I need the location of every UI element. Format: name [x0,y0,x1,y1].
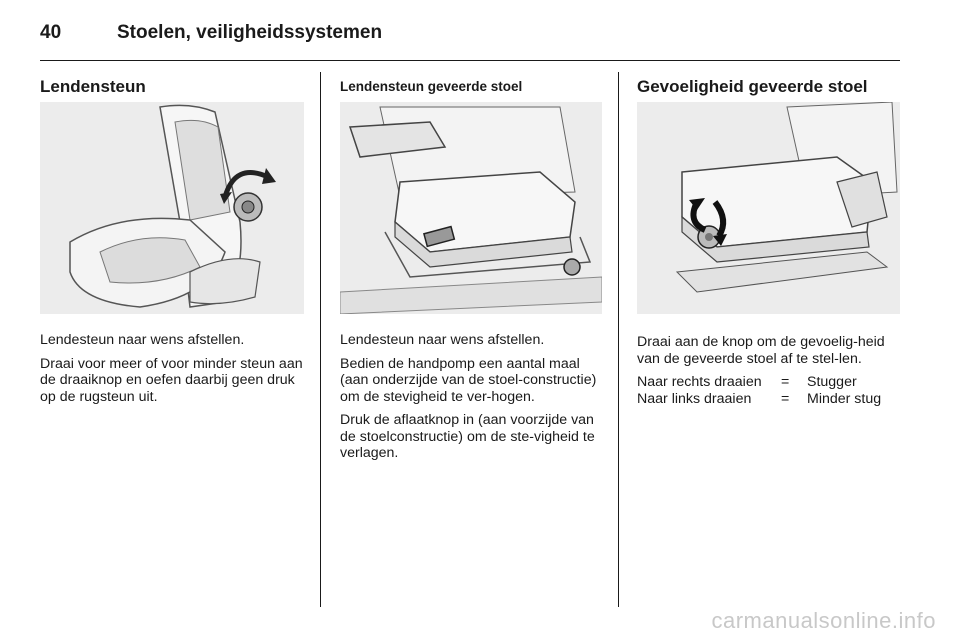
paragraph: Lendesteun naar wens afstellen. [340,332,545,348]
column-sensitivity [637,72,901,407]
section-heading-sensitivity: Gevoeligheid geveerde stoel [637,77,868,96]
watermark: carmanualsonline.info [711,608,936,633]
suspended-seat-pump-illustration [340,102,602,314]
page-number: 40 [40,22,62,43]
column-divider-1 [320,72,321,607]
column-divider-2 [618,72,619,607]
table-cell-result: Minder stug [807,390,882,407]
section-heading-lumbar-suspended: Lendensteun geveerde stoel [340,79,523,94]
column-lumbar-suspended [340,72,602,469]
table-cell-action: Naar rechts draaien [637,374,762,390]
paragraph: Draai aan de knop om de gevoelig-heid van de geveerde stoel af te stel-len. [637,334,885,367]
table-cell-action: Naar links draaien [637,390,752,407]
column-lumbar [40,72,304,412]
sensitivity-table [637,374,901,407]
paragraph: Lendesteun naar wens afstellen. [40,332,245,348]
table-cell-result: Stugger [807,374,857,390]
table-row [637,374,901,391]
table-row [637,391,901,408]
page-header [40,18,382,48]
paragraph: Druk de aflaatknop in (aan voorzijde van de stoelconstructie) om de ste-vigheid te verlagen. [340,412,595,461]
chapter-title: Stoelen, veiligheidssystemen [117,22,383,43]
paragraph: Bedien de handpomp een aantal maal (aan onderzijde van de stoel-constructie) om de stevigheid te ver-hogen. [340,355,597,405]
suspended-seat-sensitivity-knob-illustration [637,102,900,314]
table-cell-sep: = [781,374,790,390]
seat-lumbar-knob-illustration [40,102,304,314]
paragraph: Draai voor meer of voor minder steun aan de draaiknop en oefen daarbij geen druk op de rugsteun uit. [40,355,303,405]
header-divider [40,60,900,61]
section-heading-lumbar: Lendensteun [40,77,146,96]
table-cell-sep: = [781,390,790,407]
